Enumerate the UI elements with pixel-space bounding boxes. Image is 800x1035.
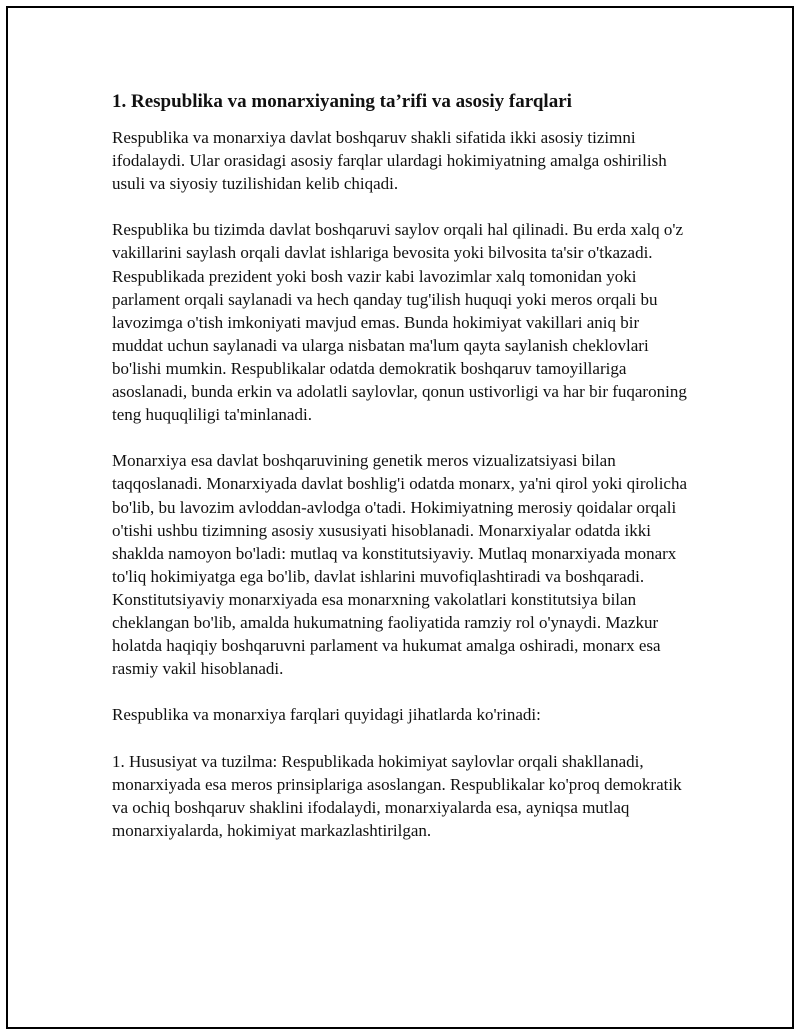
document-body bbox=[112, 90, 692, 865]
paragraph-difference-1: 1. Hususiyat va tuzilma: Respublikada hokimiyat saylovlar orqali shakllanadi, monarxiyada esa meros prinsiplariga asoslangan. Respublikalar ko'proq demokratik va ochiq boshqaruv shaklini ifodalaydi, monarxiyalarda esa, ayniqsa mutlaq monarxiyalarda, hokimiyat markazlashtirilgan. bbox=[112, 751, 682, 840]
paragraph-republic: Respublika bu tizimda davlat boshqaruvi saylov orqali hal qilinadi. Bu erda xalq o'z vakillarini saylash orqali davlat ishlariga bevosita yoki bilvosita ta'sir o'tkazadi. Respublikada prezident yoki bosh vazir kabi lavozimlar xalq tomonidan yoki parlament orqali saylanadi va hech qanday tug'ilish huquqi yoki meros orqali bu lavozimga o'tish imkoniyati mavjud emas. Bunda hokimiyat vakillari aniq bir muddat uchun saylanadi va ularga nisbatan ma'lum qayta saylanish cheklovlari bo'lishi mumkin. Respublikalar odatda demokratik boshqaruv tamoyillariga asoslanadi, bunda erkin va adolatli saylovlar, qonun ustivorligi va har bir fuqaroning teng huquqliligi ta'minlanadi. bbox=[112, 220, 687, 425]
paragraph-differences-intro: Respublika va monarxiya farqlari quyidagi jihatlarda ko'rinadi: bbox=[112, 705, 541, 725]
paragraph-intro: Respublika va monarxiya davlat boshqaruv shakli sifatida ikki asosiy tizimni ifodalaydi. Ular orasidagi asosiy farqlar ulardagi hokimiyatning amalga oshirilish usuli va siyosiy tuzilishidan kelib chiqadi. bbox=[112, 128, 667, 194]
paragraph-monarchy: Monarxiya esa davlat boshqaruvining genetik meros vizualizatsiyasi bilan taqqoslanadi. Monarxiyada davlat boshlig'i odatda monarx, ya'ni qirol yoki qirolicha bo'lib, bu lavozim avloddan-avlodga o'tadi. Hokimiyatning merosiy qoidalar orqali o'tishi ushbu tizimning asosiy xususiyati hisoblanadi. Monarxiyalar odatda ikki shaklda namoyon bo'ladi: mutlaq va konstitutsiyaviy. Mutlaq monarxiyada monarx to'liq hokimiyatga ega bo'lib, davlat ishlarini muvofiqlashtiradi va boshqaradi. Konstitutsiyaviy monarxiyada esa monarxning vakolatlari konstitutsiya bilan cheklangan bo'lib, amalda hukumatning faoliyatida ramziy rol o'ynaydi. Mazkur holatda haqiqiy boshqaruvni parlament va hukumat amalga oshiradi, monarx esa rasmiy vakil hisoblanadi. bbox=[112, 451, 688, 679]
document-title: 1. Respublika va monarxiyaning ta’rifi va asosiy farqlari bbox=[112, 91, 572, 112]
